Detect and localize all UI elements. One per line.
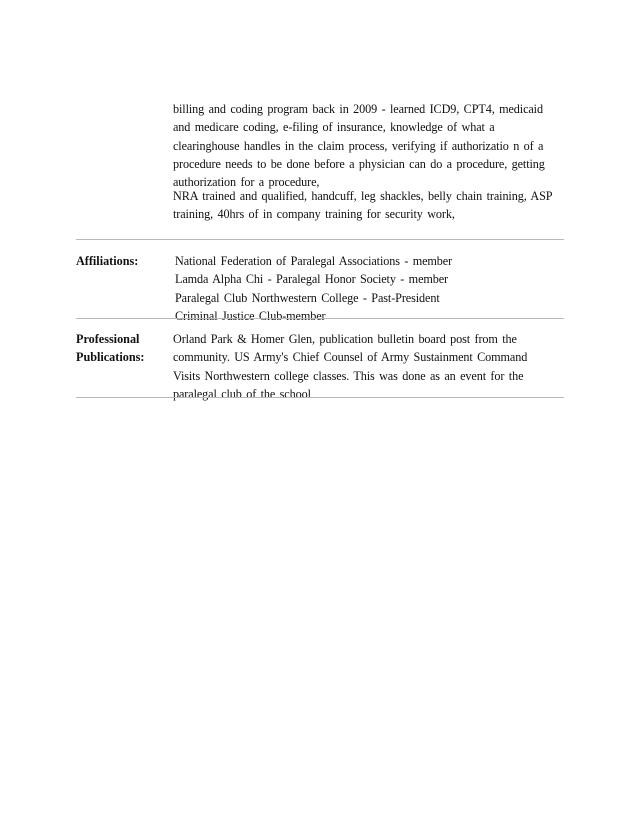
experience-paragraph-2	[173, 187, 553, 224]
publications-label	[76, 330, 144, 367]
section-divider	[76, 397, 564, 398]
text-line: billing and coding program back in 2009 - learned ICD9, CPT4, medicaid	[173, 102, 543, 116]
text-line: paralegal club of the school	[173, 386, 311, 401]
text-line: Visits Northwestern college classes. This was done as an event for the	[173, 368, 524, 383]
section-divider	[76, 239, 564, 240]
list-item: Lamda Alpha Chi - Paralegal Honor Society - member	[175, 272, 449, 287]
label-line: Professional	[76, 332, 140, 346]
section-divider	[76, 318, 564, 319]
text-line: clearinghouse handles in the claim process, verifying if authorizatio n of a	[173, 138, 544, 153]
text-line: NRA trained and qualified, handcuff, leg shackles, belly chain training, ASP	[173, 189, 553, 203]
text-line: procedure needs to be done before a physician can do a procedure, getting	[173, 156, 545, 171]
publications-text	[173, 330, 527, 403]
text-line: Orland Park & Homer Glen, publication bulletin board post from the	[173, 332, 517, 346]
text-line: training, 40hrs of in company training for security work,	[173, 207, 455, 222]
affiliations-label: Affiliations:	[76, 254, 139, 268]
list-item: Criminal Justice Club-member	[175, 308, 326, 323]
list-item: National Federation of Paralegal Associations - member	[175, 254, 453, 268]
affiliations-list	[175, 252, 452, 325]
experience-paragraph-1	[173, 100, 545, 191]
text-line: and medicare coding, e-filing of insurance, knowledge of what a	[173, 120, 495, 135]
list-item: Paralegal Club Northwestern College - Past-President	[175, 290, 440, 305]
text-line: authorization for a procedure,	[173, 175, 320, 190]
text-line: community. US Army's Chief Counsel of Army Sustainment Command	[173, 350, 528, 365]
label-line: Publications:	[76, 350, 145, 365]
